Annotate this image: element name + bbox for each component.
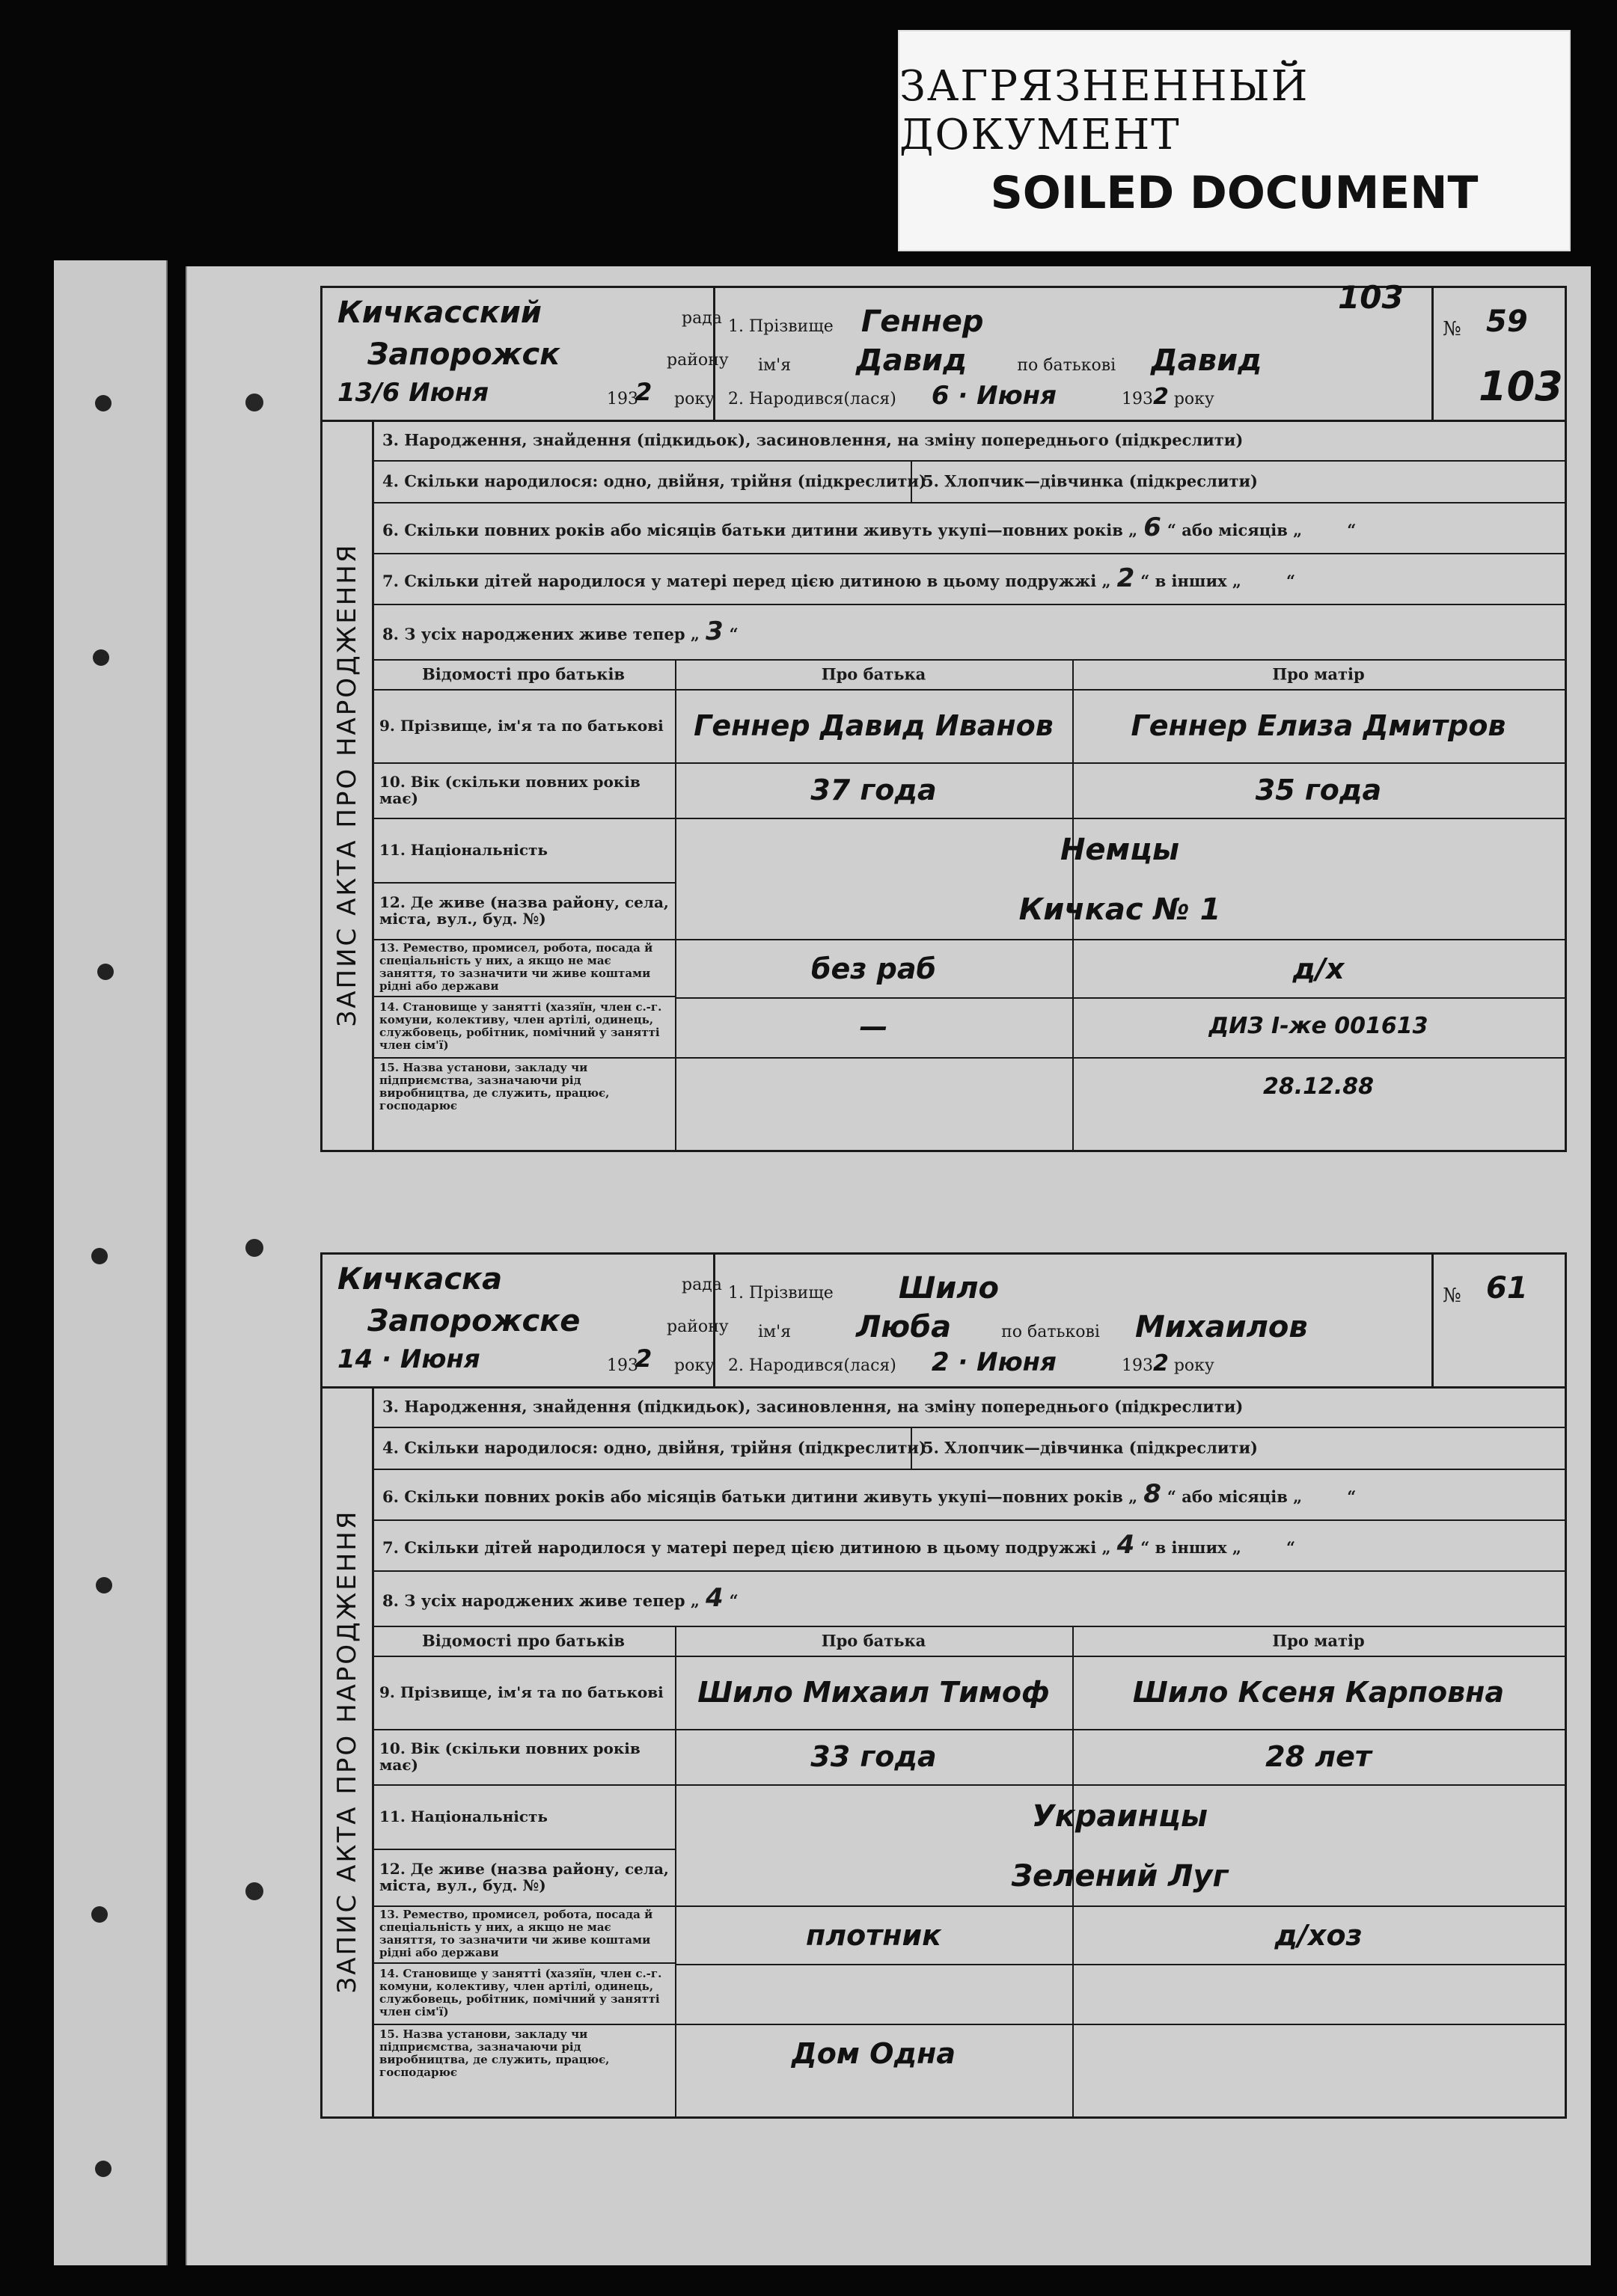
row-7 xyxy=(372,1519,1565,1572)
record-number-block xyxy=(1431,288,1567,420)
registration-block xyxy=(323,1255,729,1386)
registration-date: 14 · Июня xyxy=(337,1344,480,1374)
row-6 xyxy=(372,1469,1565,1521)
header-father: Про батька xyxy=(821,664,926,684)
rada-name: Кичкасский xyxy=(337,296,542,330)
record-rows xyxy=(372,1386,1565,2116)
field-15-label: 15. Назва установи, закладу чи підприємства, зазначаючи рід виробництва, де служить, працює, господарює xyxy=(379,1061,610,1112)
binding-hole xyxy=(91,1906,108,1923)
field-9-label: 9. Прізвище, ім'я та по батькові xyxy=(379,717,664,735)
row-7-count: 2 xyxy=(1116,563,1135,593)
birth-label: 2. Народився(лася) xyxy=(728,1356,896,1375)
binding-hole xyxy=(93,649,109,666)
record-rows xyxy=(372,420,1565,1150)
row-6-years: 8 xyxy=(1143,1479,1161,1509)
binding-hole xyxy=(91,1248,108,1264)
row-8 xyxy=(372,1570,1565,1627)
row-3-label: 3. Народження, знайдення (підкидьок), засиновлення, на зміну попереднього (підкреслити) xyxy=(382,1397,1244,1416)
row-7-count: 4 xyxy=(1116,1530,1135,1560)
soiled-document-label xyxy=(898,30,1571,251)
binding-hole xyxy=(97,964,114,980)
row-7-close: “ xyxy=(1286,572,1296,590)
field-14-label: 14. Становище у занятті (хазяїн, член с.-г. комуни, колективу, член артілі, одинець, службовець, робітник, помічний у занятті член сім'ї) xyxy=(379,1000,662,1052)
parents-table xyxy=(372,1626,1565,2116)
surname-label: 1. Прізвище xyxy=(728,317,834,336)
field-13-label: 13. Ремество, промисел, робота, посада й спеціальність у них, а якщо не має заняття, то зазначити чи живе коштами рідні або держави xyxy=(379,1908,653,1959)
row-8 xyxy=(372,604,1565,661)
row-5-label: 5. Хлопчик—дівчинка (підкреслити) xyxy=(923,471,1258,491)
child-patronymic: Михаилов xyxy=(1134,1310,1308,1344)
row-6-label: 6. Скільки повних років або місяців батьки дитини живуть укупі—повних років „ xyxy=(382,1487,1138,1506)
header-father: Про батька xyxy=(821,1631,926,1650)
field-13-label: 13. Ремество, промисел, робота, посада й спеціальність у них, а якщо не має заняття, то зазначити чи живе коштами рідні або держави xyxy=(379,941,653,993)
mother-job: д/х xyxy=(1292,952,1345,985)
birth-year-prefix: 193 xyxy=(1121,1356,1153,1375)
year-label: року xyxy=(674,1356,715,1375)
parents-table xyxy=(372,659,1565,1150)
side-mark: 103 xyxy=(1479,363,1563,410)
row-4-label: 4. Скільки народилося: одно, двійня, трійня (підкреслити) xyxy=(382,471,926,491)
binding-hole xyxy=(96,1577,112,1594)
row-6-label: 6. Скільки повних років або місяців батьки дитини живуть укупі—повних років „ xyxy=(382,521,1138,539)
residence: Зелений Луг xyxy=(1011,1859,1229,1894)
birth-year-label: року xyxy=(1173,390,1214,408)
register-page xyxy=(186,266,1591,2265)
row-7 xyxy=(372,553,1565,605)
registry-stamp: ДИЗ I-же 001613 xyxy=(1208,1013,1428,1039)
registration-year-digit: 2 xyxy=(635,1344,652,1373)
header-info: Відомості про батьків xyxy=(421,664,626,684)
name-label: ім'я xyxy=(758,1323,792,1341)
mother-name: Геннер Елиза Дмитров xyxy=(1131,709,1506,742)
row-7-close: “ xyxy=(1286,1538,1296,1557)
header-info: Відомості про батьків xyxy=(421,1631,626,1650)
vertical-title-text: ЗАПИС АКТА ПРО НАРОДЖЕННЯ xyxy=(332,542,362,1027)
birth-year-label: року xyxy=(1173,1356,1214,1375)
mother-job: д/хоз xyxy=(1274,1919,1363,1952)
row-8-close: “ xyxy=(729,625,739,643)
birth-date: 2 · Июня xyxy=(931,1347,1057,1377)
binding-strip xyxy=(54,260,168,2265)
header-mother: Про матір xyxy=(1272,664,1365,684)
father-name: Шило Михаил Тимоф xyxy=(697,1676,1050,1709)
registration-date: 13/6 Июня xyxy=(337,378,489,408)
year-label: року xyxy=(674,390,715,408)
child-block xyxy=(713,1255,1431,1386)
row-3-label: 3. Народження, знайдення (підкидьок), засиновлення, на зміну попереднього (підкреслити) xyxy=(382,430,1244,450)
father-age: 33 года xyxy=(810,1740,937,1773)
field-11-label: 11. Національність xyxy=(379,841,548,859)
row-6-years: 6 xyxy=(1143,512,1161,542)
field-12-label: 12. Де живе (назва району, села, міста, вул., буд. №) xyxy=(379,893,669,928)
birth-label: 2. Народився(лася) xyxy=(728,390,896,408)
record-header xyxy=(323,279,1565,422)
vertical-title xyxy=(323,420,374,1150)
nationality: Немцы xyxy=(1060,833,1180,867)
number-sign: № xyxy=(1443,318,1461,340)
field-15-label: 15. Назва установи, закладу чи підприємства, зазначаючи рід виробництва, де служить, працює, господарює xyxy=(379,2027,610,2079)
field-9-label: 9. Прізвище, ім'я та по батькові xyxy=(379,1683,664,1701)
record-number-block xyxy=(1431,1255,1567,1386)
birth-year-prefix: 193 xyxy=(1121,390,1153,408)
corner-mark: 103 xyxy=(1338,279,1404,316)
row-8-close: “ xyxy=(729,1591,739,1610)
row-8-label: 8. З усіх народжених живе тепер „ xyxy=(382,625,700,643)
nationality: Украинцы xyxy=(1031,1799,1208,1834)
row-3 xyxy=(372,420,1565,462)
row-4-label: 4. Скільки народилося: одно, двійня, трійня (підкреслити) xyxy=(382,1438,926,1457)
rayon-name: Запорожск xyxy=(367,337,560,372)
rayon-label: району xyxy=(667,351,729,370)
patronymic-label: по батькові xyxy=(1017,356,1116,375)
row-7-label: 7. Скільки дітей народилося у матері перед цією дитиною в цьому подружжі „ xyxy=(382,1538,1111,1557)
registration-year-digit: 2 xyxy=(635,378,652,406)
year-prefix: 193 xyxy=(607,390,638,408)
rayon-label: району xyxy=(667,1317,729,1336)
label-english: SOILED DOCUMENT xyxy=(990,167,1479,219)
label-russian: ЗАГРЯЗНЕННЫЙ ДОКУМЕНТ xyxy=(899,62,1309,159)
mother-age: 35 года xyxy=(1255,774,1382,806)
number-sign: № xyxy=(1443,1285,1461,1307)
surname-label: 1. Прізвище xyxy=(728,1284,834,1302)
child-patronymic: Давид xyxy=(1151,343,1262,378)
father-job: плотник xyxy=(806,1919,941,1952)
child-name: Давид xyxy=(856,343,968,378)
birth-record-1 xyxy=(320,279,1567,1152)
vertical-title-text: ЗАПИС АКТА ПРО НАРОДЖЕННЯ xyxy=(332,1509,362,1994)
mother-name: Шило Ксеня Карповна xyxy=(1132,1676,1505,1709)
child-block xyxy=(713,279,1431,420)
header-mother: Про матір xyxy=(1272,1631,1365,1650)
row-5-label: 5. Хлопчик—дівчинка (підкреслити) xyxy=(923,1438,1258,1457)
row-4-5 xyxy=(372,460,1565,503)
father-age: 37 года xyxy=(810,774,937,806)
page-hole xyxy=(245,1882,263,1900)
row-6-close: “ xyxy=(1347,521,1357,539)
row-6 xyxy=(372,502,1565,554)
row-7-others-label: “ в інших „ xyxy=(1140,1538,1241,1557)
row-3 xyxy=(372,1386,1565,1428)
vertical-title xyxy=(323,1386,374,2116)
rada-name: Кичкаска xyxy=(337,1262,503,1297)
birth-date: 6 · Июня xyxy=(931,381,1057,411)
father-name: Геннер Давид Иванов xyxy=(694,709,1054,742)
row-7-others-label: “ в інших „ xyxy=(1140,572,1241,590)
record-number: 59 xyxy=(1486,304,1528,339)
child-surname: Геннер xyxy=(861,304,984,339)
name-label: ім'я xyxy=(758,356,792,375)
year-prefix: 193 xyxy=(607,1356,638,1375)
row-6-months-label: “ або місяців „ xyxy=(1167,521,1303,539)
mother-age: 28 лет xyxy=(1265,1740,1372,1773)
field-14-label: 14. Становище у занятті (хазяїн, член с.-г. комуни, колективу, член артілі, одинець, службовець, робітник, помічний у занятті член сім'ї) xyxy=(379,1967,662,2018)
rada-label: рада xyxy=(682,309,722,328)
registry-stamp-date: 28.12.88 xyxy=(1262,1074,1375,1100)
row-6-close: “ xyxy=(1347,1487,1357,1506)
child-surname: Шило xyxy=(898,1271,1000,1305)
page-hole xyxy=(245,394,263,411)
field-12-label: 12. Де живе (назва району, села, міста, вул., буд. №) xyxy=(379,1860,669,1894)
page-hole xyxy=(245,1239,263,1257)
field-11-label: 11. Національність xyxy=(379,1807,548,1825)
child-name: Люба xyxy=(856,1310,952,1344)
birth-year-digit: 2 xyxy=(1152,384,1169,410)
binding-hole xyxy=(95,395,111,411)
field-10-label: 10. Вік (скільки повних років має) xyxy=(379,773,641,807)
binding-hole xyxy=(95,2161,111,2177)
birth-record-2 xyxy=(320,1252,1567,2119)
patronymic-label: по батькові xyxy=(1001,1323,1100,1341)
row-8-alive: 4 xyxy=(705,1583,724,1613)
rayon-name: Запорожске xyxy=(367,1304,581,1338)
row-7-label: 7. Скільки дітей народилося у матері перед цією дитиною в цьому подружжі „ xyxy=(382,572,1111,590)
row-4-5 xyxy=(372,1427,1565,1470)
field-10-label: 10. Вік (скільки повних років має) xyxy=(379,1739,641,1774)
row-8-alive: 3 xyxy=(705,616,724,646)
record-number: 61 xyxy=(1486,1271,1528,1305)
father-status: — xyxy=(859,1010,888,1043)
record-header xyxy=(323,1255,1565,1389)
row-6-months-label: “ або місяців „ xyxy=(1167,1487,1303,1506)
birth-year-digit: 2 xyxy=(1152,1350,1169,1377)
row-8-label: 8. З усіх народжених живе тепер „ xyxy=(382,1591,700,1610)
rada-label: рада xyxy=(682,1276,722,1294)
father-job: без раб xyxy=(811,952,936,985)
registration-block xyxy=(323,288,729,420)
workplace: Дом Одна xyxy=(791,2037,956,2070)
residence: Кичкас № 1 xyxy=(1018,893,1221,927)
